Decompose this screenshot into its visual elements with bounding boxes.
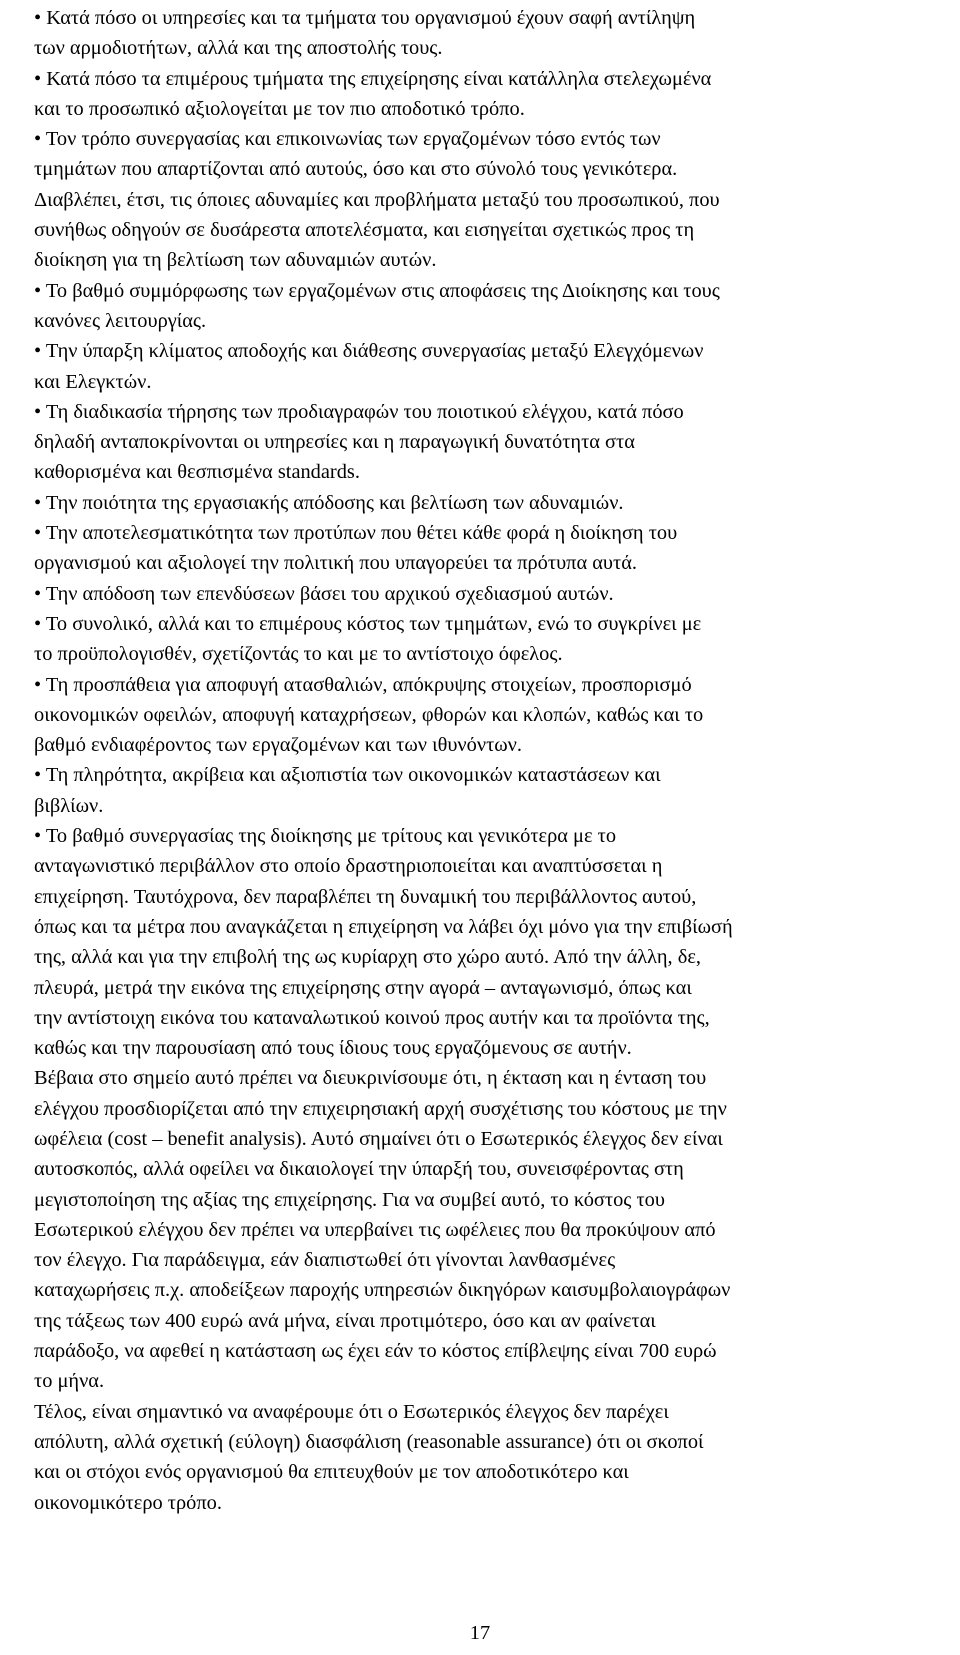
text-line: • Το βαθμό συμμόρφωσης των εργαζομένων στις αποφάσεις της Διοίκησης και τους	[34, 279, 720, 302]
text-line: και οι στόχοι ενός οργανισμού θα επιτευχθούν με τον αποδοτικότερο και	[34, 1461, 629, 1484]
text-line: καθορισμένα και θεσπισμένα standards.	[34, 461, 360, 484]
text-line: • Την απόδοση των επενδύσεων βάσει του αρχικού σχεδιασμού αυτών.	[34, 582, 614, 605]
text-line: το προϋπολογισθέν, σχετίζοντάς το και με το αντίστοιχο όφελος.	[34, 643, 563, 666]
text-line: • Την ποιότητα της εργασιακής απόδοσης και βελτίωση των αδυναμιών.	[34, 491, 624, 514]
text-line: βαθμό ενδιαφέροντος των εργαζομένων και των ιθυνόντων.	[34, 734, 523, 757]
text-line: την αντίστοιχη εικόνα του καταναλωτικού κοινού προς αυτήν και τα προϊόντα της,	[34, 1006, 710, 1029]
document-body	[34, 3, 924, 1518]
text-line: διοίκηση για τη βελτίωση των αδυναμιών αυτών.	[34, 249, 437, 272]
text-line: αυτοσκοπός, αλλά οφείλει να δικαιολογεί την ύπαρξή του, συνεισφέροντας στη	[34, 1158, 684, 1181]
text-line: μεγιστοποίηση της αξίας της επιχείρησης. Για να συμβεί αυτό, το κόστος του	[34, 1188, 665, 1211]
text-line: • Τη διαδικασία τήρησης των προδιαγραφών του ποιοτικού ελέγχου, κατά πόσο	[34, 400, 684, 423]
text-line: • Το συνολικό, αλλά και το επιμέρους κόστος των τμημάτων, ενώ το συγκρίνει με	[34, 612, 702, 635]
page-number: 17	[469, 1622, 491, 1644]
text-line: των αρμοδιοτήτων, αλλά και της αποστολής τους.	[34, 37, 443, 60]
text-line: • Τη πληρότητα, ακρίβεια και αξιοπιστία των οικονομικών καταστάσεων και	[34, 764, 661, 787]
text-line: της τάξεως των 400 ευρώ ανά μήνα, είναι προτιμότερο, όσο και αν φαίνεται	[34, 1309, 656, 1332]
text-line: όπως και τα μέτρα που αναγκάζεται η επιχείρηση να λάβει όχι μόνο για την επιβίωσή	[34, 915, 733, 938]
text-line: Διαβλέπει, έτσι, τις όποιες αδυναμίες και προβλήματα μεταξύ του προσωπικού, που	[34, 188, 720, 211]
text-line: • Τον τρόπο συνεργασίας και επικοινωνίας των εργαζομένων τόσο εντός των	[34, 128, 661, 151]
text-line: καθώς και την παρουσίαση από τους ίδιους τους εργαζόμενους σε αυτήν.	[34, 1037, 632, 1060]
text-line: Βέβαια στο σημείο αυτό πρέπει να διευκρινίσουμε ότι, η έκταση και η ένταση του	[34, 1067, 707, 1090]
text-line: • Κατά πόσο τα επιμέρους τμήματα της επιχείρησης είναι κατάλληλα στελεχωμένα	[34, 67, 712, 90]
text-line: και Ελεγκτών.	[34, 370, 152, 393]
text-line: καταχωρήσεις π.χ. αποδείξεων παροχής υπηρεσιών δικηγόρων καισυμβολαιογράφων	[34, 1279, 731, 1302]
text-line: το μήνα.	[34, 1370, 105, 1393]
text-line: οικονομικών οφειλών, αποφυγή καταχρήσεων, φθορών και κλοπών, καθώς και το	[34, 703, 704, 726]
text-line: απόλυτη, αλλά σχετική (εύλογη) διασφάλιση (reasonable assurance) ότι οι σκοποί	[34, 1430, 704, 1453]
text-line: • Το βαθμό συνεργασίας της διοίκησης με τρίτους και γενικότερα με το	[34, 825, 617, 848]
text-line: πλευρά, μετρά την εικόνα της επιχείρησης στην αγορά – ανταγωνισμό, όπως και	[34, 976, 692, 999]
text-line: κανόνες λειτουργίας.	[34, 309, 207, 332]
text-line: παράδοξο, να αφεθεί η κατάσταση ως έχει εάν το κόστος επίβλεψης είναι 700 ευρώ	[34, 1340, 717, 1363]
text-line: ελέγχου προσδιορίζεται από την επιχειρησιακή αρχή συσχέτισης του κόστους με την	[34, 1097, 727, 1120]
text-line: οικονομικότερο τρόπο.	[34, 1491, 222, 1514]
text-line: συνήθως οδηγούν σε δυσάρεστα αποτελέσματα, και εισηγείται σχετικώς προς τη	[34, 219, 695, 242]
text-line: βιβλίων.	[34, 794, 104, 817]
text-line: της, αλλά και για την επιβολή της ως κυρίαρχη στο χώρο αυτό. Από την άλλη, δε,	[34, 946, 701, 969]
text-line: τμημάτων που απαρτίζονται από αυτούς, όσο και στο σύνολό τους γενικότερα.	[34, 158, 678, 181]
text-line: • Την αποτελεσματικότητα των προτύπων που θέτει κάθε φορά η διοίκηση του	[34, 522, 678, 545]
text-line: επιχείρηση. Ταυτόχρονα, δεν παραβλέπει τη δυναμική του περιβάλλοντος αυτού,	[34, 885, 697, 908]
text-line: δηλαδή ανταποκρίνονται οι υπηρεσίες και η παραγωγική δυνατότητα στα	[34, 431, 635, 454]
text-line: • Την ύπαρξη κλίματος αποδοχής και διάθεσης συνεργασίας μεταξύ Ελεγχόμενων	[34, 340, 704, 363]
text-line: Εσωτερικού ελέγχου δεν πρέπει να υπερβαίνει τις ωφέλειες που θα προκύψουν από	[34, 1218, 716, 1241]
text-line: οργανισμού και αξιολογεί την πολιτική που υπαγορεύει τα πρότυπα αυτά.	[34, 552, 637, 575]
text-line: ανταγωνιστικό περιβάλλον στο οποίο δραστηριοποιείται και αναπτύσσεται η	[34, 855, 663, 878]
text-line: τον έλεγχο. Για παράδειγμα, εάν διαπιστωθεί ότι γίνονται λανθασμένες	[34, 1249, 616, 1272]
text-line: Τέλος, είναι σημαντικό να αναφέρουμε ότι ο Εσωτερικός έλεγχος δεν παρέχει	[34, 1400, 669, 1423]
text-line: ωφέλεια (cost – benefit analysis). Αυτό σημαίνει ότι ο Εσωτερικός έλεγχος δεν είναι	[34, 1127, 723, 1150]
text-line: και το προσωπικό αξιολογείται με τον πιο αποδοτικό τρόπο.	[34, 97, 525, 120]
text-line: • Κατά πόσο οι υπηρεσίες και τα τμήματα του οργανισμού έχουν σαφή αντίληψη	[34, 7, 696, 29]
text-line: • Τη προσπάθεια για αποφυγή ατασθαλιών, απόκρυψης στοιχείων, προσπορισμό	[34, 673, 692, 696]
